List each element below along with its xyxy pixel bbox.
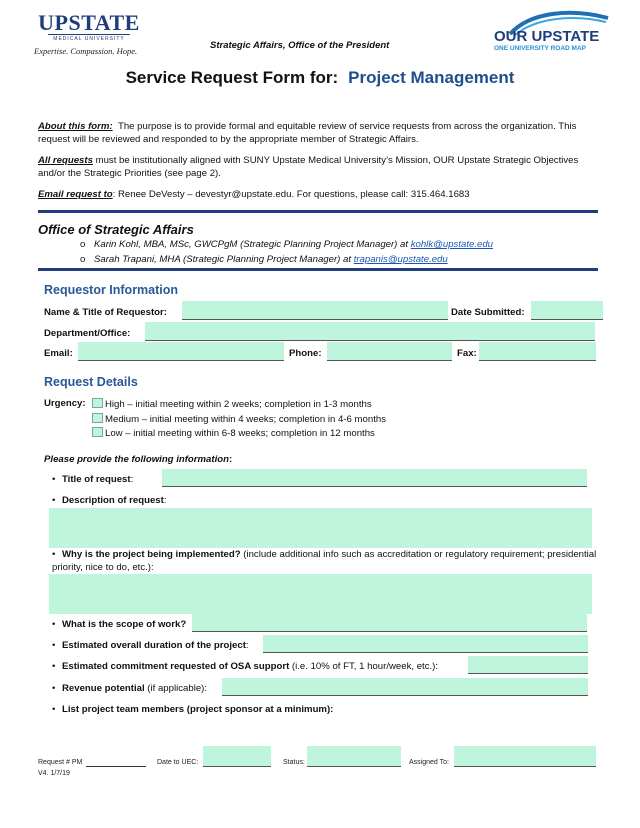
- q-duration-label: Estimated overall duration of the project: [62, 640, 246, 651]
- urgency-medium-checkbox[interactable]: [92, 413, 103, 423]
- form-title: [0, 68, 640, 88]
- title-field[interactable]: [162, 469, 587, 487]
- provide-info-text: Please provide the following information: [44, 454, 229, 465]
- q-team-label: List project team members (project sponsor at a minimum):: [62, 704, 334, 715]
- q-description: • Description of request:: [52, 495, 167, 506]
- upstate-logo: [34, 12, 144, 56]
- phone-label: Phone:: [289, 348, 322, 359]
- name-title-label: Name & Title of Requestor:: [44, 307, 167, 318]
- email-request-paragraph: [38, 188, 598, 201]
- osa-title: Office of Strategic Affairs: [38, 222, 194, 237]
- all-requests-text: must be institutionally aligned with SUNY Upstate Medical University’s Mission, OUR Upstate Strategic Objectives and/or the Strategic Priorities (see page 2).: [38, 155, 579, 179]
- q-why: • Why is the project being implemented? (include additional info such as accreditation or regulatory requirement; presidential priority, nice to do, etc.):: [52, 549, 597, 573]
- contact-trapani: o Sarah Trapani, MHA (Strategic Planning Project Manager) at trapanis@upstate.edu: [80, 254, 448, 265]
- description-field[interactable]: [49, 508, 592, 548]
- email-request-label: Email request to: [38, 189, 113, 200]
- request-number-label: Request # PM: [38, 759, 83, 766]
- contact-trapani-text: Sarah Trapani, MHA (Strategic Planning Project Manager) at: [94, 254, 354, 265]
- urgency-low-checkbox[interactable]: [92, 427, 103, 437]
- logo-sub: MEDICAL UNIVERSITY: [48, 34, 130, 42]
- about-paragraph: [38, 120, 598, 146]
- department-label: Department/Office:: [44, 328, 131, 339]
- details-heading: Request Details: [44, 375, 138, 389]
- q-scope: • What is the scope of work?: [52, 619, 187, 630]
- all-requests-paragraph: [38, 154, 598, 180]
- q-commitment-label: Estimated commitment requested of OSA support: [62, 661, 290, 672]
- urgency-label: Urgency:: [44, 398, 86, 409]
- email-request-text: : Renee DeVesty – devestyr@upstate.edu. For questions, please call: 315.464.1683: [112, 189, 470, 200]
- commitment-field[interactable]: [468, 656, 588, 674]
- department-field[interactable]: [145, 322, 595, 341]
- urgency-low-label: Low – initial meeting within 6-8 weeks; completion in 12 months: [105, 428, 375, 439]
- q-revenue-label: Revenue potential: [62, 683, 145, 694]
- logo-tagline: Expertise. Compassion. Hope.: [34, 46, 138, 56]
- fax-field[interactable]: [479, 342, 596, 361]
- requestor-heading: Requestor Information: [44, 283, 179, 297]
- logo-name: UPSTATE: [38, 10, 140, 35]
- request-number-field[interactable]: [86, 758, 146, 767]
- q-why-note: (include additional info such as accreditation or regulatory requirement; presidential priority, nice to do, etc.):: [52, 549, 597, 573]
- status-field[interactable]: [307, 746, 401, 767]
- email-label: Email:: [44, 348, 73, 359]
- status-label: Status:: [283, 759, 305, 766]
- right-logo-main: OUR UPSTATE: [494, 28, 600, 45]
- name-title-field[interactable]: [182, 301, 448, 320]
- about-label: About this form:: [38, 121, 113, 132]
- right-logo-sub: ONE UNIVERSITY ROAD MAP: [494, 45, 586, 52]
- duration-field[interactable]: [263, 635, 588, 653]
- q-why-label: Why is the project being implemented?: [62, 549, 241, 560]
- urgency-high-label: High – initial meeting within 2 weeks; completion in 1-3 months: [105, 399, 372, 410]
- scope-field[interactable]: [192, 614, 587, 632]
- our-upstate-logo: [480, 10, 610, 54]
- assigned-label: Assigned To:: [409, 759, 449, 766]
- urgency-low[interactable]: [92, 427, 375, 439]
- q-title: • Title of request:: [52, 474, 134, 485]
- q-commitment: • Estimated commitment requested of OSA support (i.e. 10% of FT, 1 hour/week, etc.):: [52, 661, 439, 672]
- contact-kohl-email[interactable]: kohlk@upstate.edu: [410, 239, 493, 250]
- uec-field[interactable]: [203, 746, 271, 767]
- office-name: Strategic Affairs, Office of the President: [210, 40, 390, 51]
- q-team: • List project team members (project sponsor at a minimum):: [52, 704, 334, 715]
- divider: [38, 268, 598, 271]
- phone-field[interactable]: [327, 342, 452, 361]
- contact-kohl: o Karin Kohl, MBA, MSc, GWCPgM (Strategic Planning Project Manager) at kohlk@upstate.edu: [80, 239, 493, 250]
- assigned-field[interactable]: [454, 746, 596, 767]
- about-text: The purpose is to provide formal and equitable review of service requests from across the organization. This request will be reviewed and responded to by the appropriate member of Strategic Affairs.: [38, 121, 577, 145]
- q-title-label: Title of request: [62, 474, 131, 485]
- why-field[interactable]: [49, 574, 592, 614]
- urgency-medium[interactable]: [92, 413, 386, 425]
- contact-trapani-email[interactable]: trapanis@upstate.edu: [353, 254, 448, 265]
- q-duration: • Estimated overall duration of the project:: [52, 640, 249, 651]
- urgency-high[interactable]: [92, 398, 372, 410]
- divider: [38, 210, 598, 213]
- q-revenue: • Revenue potential (if applicable):: [52, 683, 208, 694]
- q-scope-label: What is the scope of work?: [62, 619, 187, 630]
- form-title-accent: Project Management: [348, 68, 515, 87]
- email-field[interactable]: [78, 342, 284, 361]
- date-submitted-label: Date Submitted:: [451, 307, 525, 318]
- urgency-high-checkbox[interactable]: [92, 398, 103, 408]
- contact-kohl-text: Karin Kohl, MBA, MSc, GWCPgM (Strategic Planning Project Manager) at: [94, 239, 411, 250]
- revenue-field[interactable]: [222, 678, 588, 696]
- fax-label: Fax:: [457, 348, 477, 359]
- date-submitted-field[interactable]: [531, 301, 603, 320]
- q-revenue-note: (if applicable):: [144, 683, 208, 694]
- version-label: V4. 1/7/19: [38, 770, 70, 777]
- provide-info-label: Please provide the following information:: [44, 454, 233, 465]
- uec-label: Date to UEC:: [157, 759, 199, 766]
- all-requests-label: All requests: [38, 155, 93, 166]
- q-commitment-note: (i.e. 10% of FT, 1 hour/week, etc.):: [289, 661, 439, 672]
- form-title-prefix: Service Request Form for:: [125, 68, 339, 87]
- q-description-label: Description of request: [62, 495, 164, 506]
- urgency-medium-label: Medium – initial meeting within 4 weeks; completion in 4-6 months: [105, 414, 387, 425]
